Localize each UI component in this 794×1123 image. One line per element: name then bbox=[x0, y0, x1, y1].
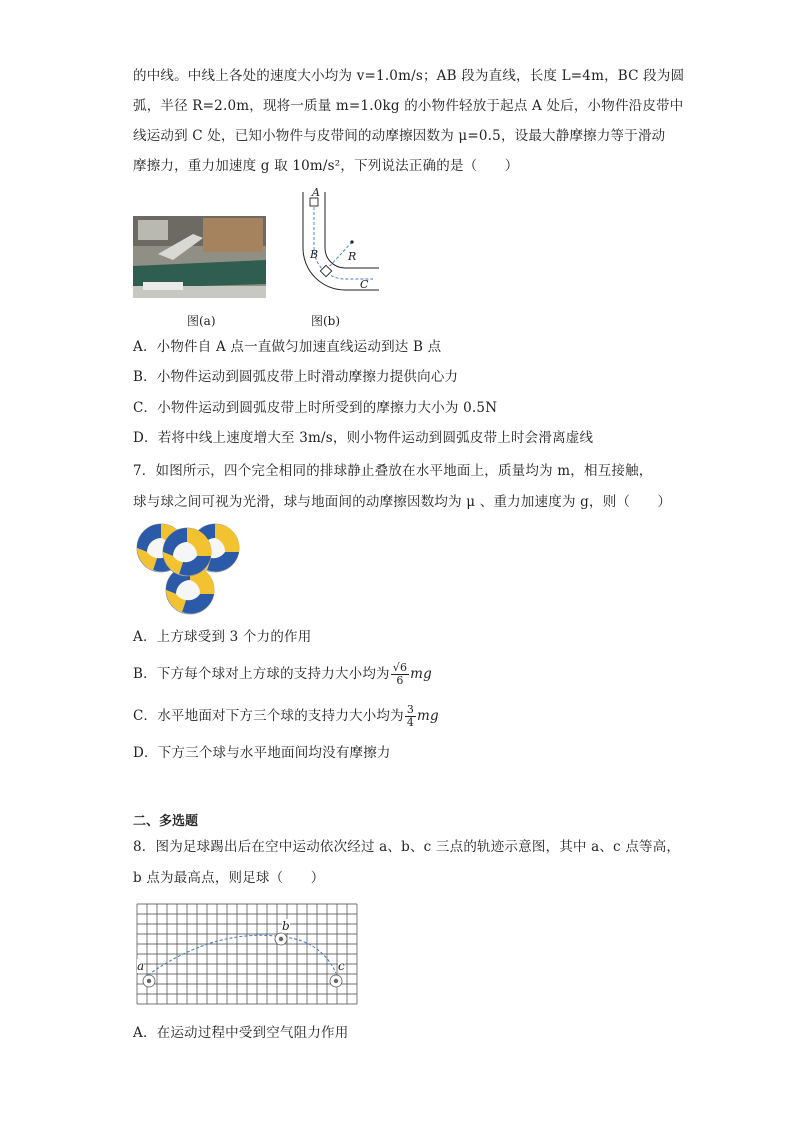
q6-option-c: C．小物件运动到圆弧皮带上时所受到的摩擦力大小为 0.5N bbox=[133, 400, 498, 416]
figure-a-caption: 图(a) bbox=[187, 314, 216, 328]
volleyball-stack-figure bbox=[133, 518, 243, 618]
label-A: A bbox=[312, 186, 320, 199]
label-B: B bbox=[310, 248, 319, 261]
q7-option-c-numerator: 3 bbox=[406, 703, 415, 716]
q6-text-line-2: 弧，半径 R=2.0m，现将一质量 m=1.0kg 的小物件轻放于起点 A 处后，小物件沿皮带中 bbox=[133, 98, 684, 114]
q7-text-line-2: 球与球之间可视为光滑，球与地面间的动摩擦因数均为 μ 、重力加速度为 g，则（ ） bbox=[133, 494, 672, 510]
q8-text-line-2: b 点为最高点，则足球（ ） bbox=[133, 870, 325, 886]
q7-option-b-denominator: 6 bbox=[396, 674, 404, 687]
q8-option-a: A．在运动过程中受到空气阻力作用 bbox=[133, 1025, 349, 1041]
q8-text-line-1: 8．图为足球踢出后在空中运动依次经过 a、b、c 三点的轨迹示意图，其中 a、c 点等高， bbox=[133, 839, 681, 855]
q7-text-line-1: 7．如图所示，四个完全相同的排球静止叠放在水平地面上，质量均为 m，相互接触， bbox=[133, 463, 653, 479]
q7-option-c-text: C．水平地面对下方三个球的支持力大小均为 bbox=[133, 708, 404, 724]
q7-option-d: D．下方三个球与水平地面间均没有摩擦力 bbox=[133, 745, 391, 761]
figure-b-caption: 图(b) bbox=[311, 314, 341, 328]
section-heading-multi-choice: 二、多选题 bbox=[133, 814, 199, 829]
q6-text-line-4: 摩擦力，重力加速度 g 取 10m/s²，下列说法正确的是（ ） bbox=[133, 158, 519, 174]
q7-option-b-unit: mg bbox=[410, 666, 432, 682]
label-b: b bbox=[282, 919, 290, 933]
label-c: c bbox=[338, 959, 345, 973]
q7-option-a: A．上方球受到 3 个力的作用 bbox=[133, 629, 312, 645]
label-C: C bbox=[360, 278, 369, 291]
ball-a bbox=[143, 975, 155, 987]
label-a: a bbox=[137, 959, 145, 973]
q7-option-c bbox=[133, 704, 439, 729]
figure-b-diagram bbox=[295, 188, 385, 300]
q6-text-line-1: 的中线。中线上各处的速度大小均为 v=1.0m/s；AB 段为直线，长度 L=4m，BC 段为圆 bbox=[133, 68, 685, 84]
q6-option-d: D．若将中线上速度增大至 3m/s，则小物件运动到圆弧皮带上时会滑离虚线 bbox=[133, 430, 594, 446]
q6-text-line-3: 线运动到 C 处，已知小物件与皮带间的动摩擦因数为 μ=0.5，设最大静摩擦力等于滑动 bbox=[133, 128, 666, 144]
trajectory-grid-figure bbox=[136, 903, 358, 1005]
ball-b bbox=[275, 933, 287, 945]
q7-option-b-numerator: √6 bbox=[392, 661, 408, 674]
q7-option-c-denominator: 4 bbox=[406, 716, 415, 729]
q7-option-b-text: B．下方每个球对上方球的支持力大小均为 bbox=[133, 666, 390, 682]
q7-option-b-fraction bbox=[391, 662, 409, 687]
label-R: R bbox=[348, 250, 357, 263]
figure-a-photo bbox=[133, 216, 266, 298]
q7-option-b bbox=[133, 662, 432, 687]
q6-option-a: A．小物件自 A 点一直做匀加速直线运动到达 B 点 bbox=[133, 339, 442, 355]
q7-option-c-fraction bbox=[405, 704, 416, 729]
ball-c bbox=[330, 975, 342, 987]
q7-option-c-unit: mg bbox=[417, 708, 439, 724]
q6-option-b: B．小物件运动到圆弧皮带上时滑动摩擦力提供向心力 bbox=[133, 369, 459, 385]
